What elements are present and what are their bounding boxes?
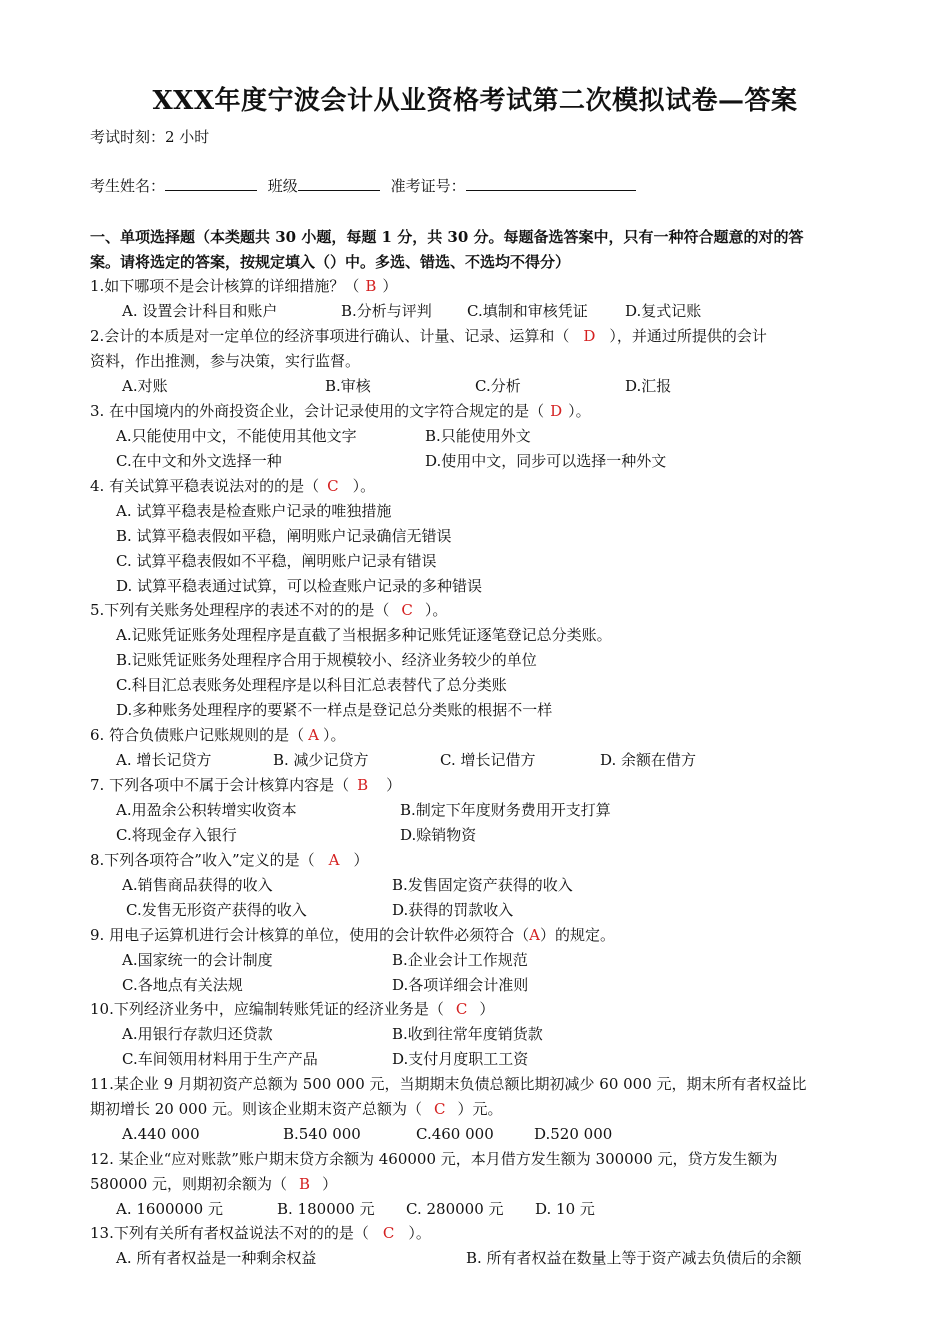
page-title: XXX年度宁波会计从业资格考试第二次模拟试卷—答案 bbox=[152, 86, 798, 116]
question-3-stem: 3. 在中国境内的外商投资企业，会计记录使用的文字符合规定的是（ D ）。 bbox=[90, 402, 591, 420]
option-b: B.只能使用外文 bbox=[425, 427, 531, 445]
option-d: D. 试算平稳表通过试算，可以检查账户记录的多种错误 bbox=[116, 577, 483, 595]
option-c: C.填制和审核凭证 bbox=[467, 302, 588, 320]
answer-mark: A bbox=[529, 926, 540, 944]
option-b: B. 减少记贷方 bbox=[273, 751, 369, 769]
section-heading-line1: 一、单项选择题（本类题共 30 小题，每题 1 分，共 30 分。每题备选答案中，只有一种符合题意的对的答 bbox=[90, 228, 804, 246]
id-blank bbox=[466, 176, 636, 191]
question-8-stem: 8.下列各项符合”收入”定义的是（ A ） bbox=[90, 851, 369, 869]
answer-mark: C bbox=[401, 601, 413, 619]
option-a: A.用盈余公积转增实收资本 bbox=[116, 801, 297, 819]
option-a: A. 1600000 元 bbox=[116, 1200, 223, 1218]
option-c: C.发售无形资产获得的收入 bbox=[126, 901, 307, 919]
answer-mark: D bbox=[583, 327, 596, 345]
option-d: D.汇报 bbox=[625, 377, 672, 395]
question-10-stem: 10.下列经济业务中，应编制转账凭证的经济业务是（ C ） bbox=[90, 1000, 495, 1018]
question-1-stem: 1.如下哪项不是会计核算的详细措施？（ B ） bbox=[90, 277, 398, 295]
option-c: C.科目汇总表账务处理程序是以科目汇总表替代了总分类账 bbox=[116, 676, 507, 694]
answer-mark: B bbox=[365, 277, 377, 295]
class-label: 班级 bbox=[267, 177, 298, 195]
option-b: B.审核 bbox=[325, 377, 371, 395]
option-d: D. 余额在借方 bbox=[600, 751, 697, 769]
option-d: D.使用中文，同步可以选择一种外文 bbox=[425, 452, 667, 470]
answer-mark: C bbox=[382, 1224, 395, 1242]
option-a: A.440 000 bbox=[122, 1125, 200, 1143]
answer-mark: B bbox=[357, 776, 369, 794]
question-4-stem: 4. 有关试算平稳表说法对的的是（ C ）。 bbox=[90, 477, 376, 495]
question-11-stem-line1: 11.某企业 9 月期初资产总额为 500 000 元，当期期末负债总额比期初减少 60 000 元，期末所有者权益比 bbox=[90, 1075, 807, 1093]
option-d: D. 10 元 bbox=[535, 1200, 595, 1218]
question-6-stem: 6. 符合负债账户记账规则的是（ A ）。 bbox=[90, 726, 346, 744]
question-12-stem-line1: 12. 某企业“应对账款”账户期末贷方余额为 460000 元，本月借方发生额为 300000 元，贷方发生额为 bbox=[90, 1150, 778, 1168]
answer-mark: A bbox=[308, 726, 319, 744]
answer-mark: C bbox=[434, 1100, 446, 1118]
answer-mark: D bbox=[550, 402, 563, 420]
option-b: B.记账凭证账务处理程序合用于规模较小、经济业务较少的单位 bbox=[116, 651, 537, 669]
option-a: A.对账 bbox=[122, 377, 168, 395]
option-d: D.复式记账 bbox=[625, 302, 702, 320]
option-b: B.企业会计工作规范 bbox=[392, 951, 528, 969]
option-c: C.各地点有关法规 bbox=[122, 976, 243, 994]
option-b: B.540 000 bbox=[283, 1125, 361, 1143]
option-b: B.分析与评判 bbox=[341, 302, 432, 320]
option-a: A. 增长记贷方 bbox=[116, 751, 212, 769]
question-5-stem: 5.下列有关账务处理程序的表述不对的的是（ C ）。 bbox=[90, 601, 448, 619]
option-d: D.赊销物资 bbox=[400, 826, 477, 844]
option-c: C. 增长记借方 bbox=[440, 751, 536, 769]
option-b: B.制定下年度财务费用开支打算 bbox=[400, 801, 611, 819]
option-d: D.520 000 bbox=[534, 1125, 613, 1143]
option-c: C.在中文和外文选择一种 bbox=[116, 452, 282, 470]
option-b: B. 180000 元 bbox=[277, 1200, 375, 1218]
option-c: C.460 000 bbox=[416, 1125, 494, 1143]
option-a: A.国家统一的会计制度 bbox=[122, 951, 273, 969]
option-a: A.记账凭证账务处理程序是直截了当根据多种记账凭证逐笔登记总分类账。 bbox=[116, 626, 612, 644]
option-b: B.收到往常年度销货款 bbox=[392, 1025, 543, 1043]
question-11-stem: 期初增长 20 000 元。则该企业期末资产总额为（ C ）元。 bbox=[90, 1100, 503, 1118]
question-7-stem: 7. 下列各项中不属于会计核算内容是（ B ） bbox=[90, 776, 402, 794]
name-label: 考生姓名： bbox=[90, 177, 166, 195]
option-c: C. 试算平稳表假如不平稳，阐明账户记录有错误 bbox=[116, 552, 437, 570]
option-d: D.支付月度职工工资 bbox=[392, 1050, 529, 1068]
option-c: C. 280000 元 bbox=[406, 1200, 504, 1218]
section-heading-line2: 案。请将选定的答案，按规定填入（）中。多选、错选、不选均不得分） bbox=[90, 253, 571, 271]
option-d: D.获得的罚款收入 bbox=[392, 901, 514, 919]
answer-mark: C bbox=[455, 1000, 468, 1018]
option-a: A. 试算平稳表是检查账户记录的唯独措施 bbox=[116, 502, 392, 520]
option-c: C.车间领用材料用于生产产品 bbox=[122, 1050, 318, 1068]
option-d: D.各项详细会计准则 bbox=[392, 976, 529, 994]
answer-mark: B bbox=[299, 1175, 311, 1193]
question-2-stem: 2.会计的本质是对一定单位的经济事项进行确认、计量、记录、运算和（ D ），并通过所提供的会计 bbox=[90, 327, 767, 345]
option-a: A. 所有者权益是一种剩余权益 bbox=[116, 1249, 317, 1267]
id-label: 准考证号： bbox=[390, 177, 466, 195]
option-a: A.销售商品获得的收入 bbox=[122, 876, 273, 894]
question-9-stem: 9. 用电子运算机进行会计核算的单位，使用的会计软件必须符合（A）的规定。 bbox=[90, 926, 615, 944]
option-c: C.将现金存入银行 bbox=[116, 826, 237, 844]
class-blank bbox=[298, 176, 380, 191]
question-13-stem: 13.下列有关所有者权益说法不对的的是（ C ）。 bbox=[90, 1224, 431, 1242]
option-a: A.只能使用中文，不能使用其他文字 bbox=[116, 427, 357, 445]
option-a: A.用银行存款归还贷款 bbox=[122, 1025, 273, 1043]
option-c: C.分析 bbox=[475, 377, 521, 395]
option-b: B. 所有者权益在数量上等于资产减去负债后的余额 bbox=[466, 1249, 802, 1267]
question-12-stem: 580000 元，则期初余额为（ B ） bbox=[90, 1175, 338, 1193]
candidate-info-line bbox=[90, 176, 636, 196]
option-b: B. 试算平稳表假如平稳，阐明账户记录确信无错误 bbox=[116, 527, 452, 545]
name-blank bbox=[165, 176, 257, 191]
question-2-stem-line2: 资料，作出推测，参与决策，实行监督。 bbox=[90, 352, 361, 370]
option-a: A. 设置会计科目和账户 bbox=[122, 302, 278, 320]
option-b: B.发售固定资产获得的收入 bbox=[392, 876, 573, 894]
answer-mark: A bbox=[328, 851, 340, 869]
exam-time: 考试时刻：2 小时 bbox=[90, 128, 210, 146]
answer-mark: C bbox=[327, 477, 339, 495]
option-d: D.多种账务处理程序的要紧不一样点是登记总分类账的根据不一样 bbox=[116, 701, 553, 719]
